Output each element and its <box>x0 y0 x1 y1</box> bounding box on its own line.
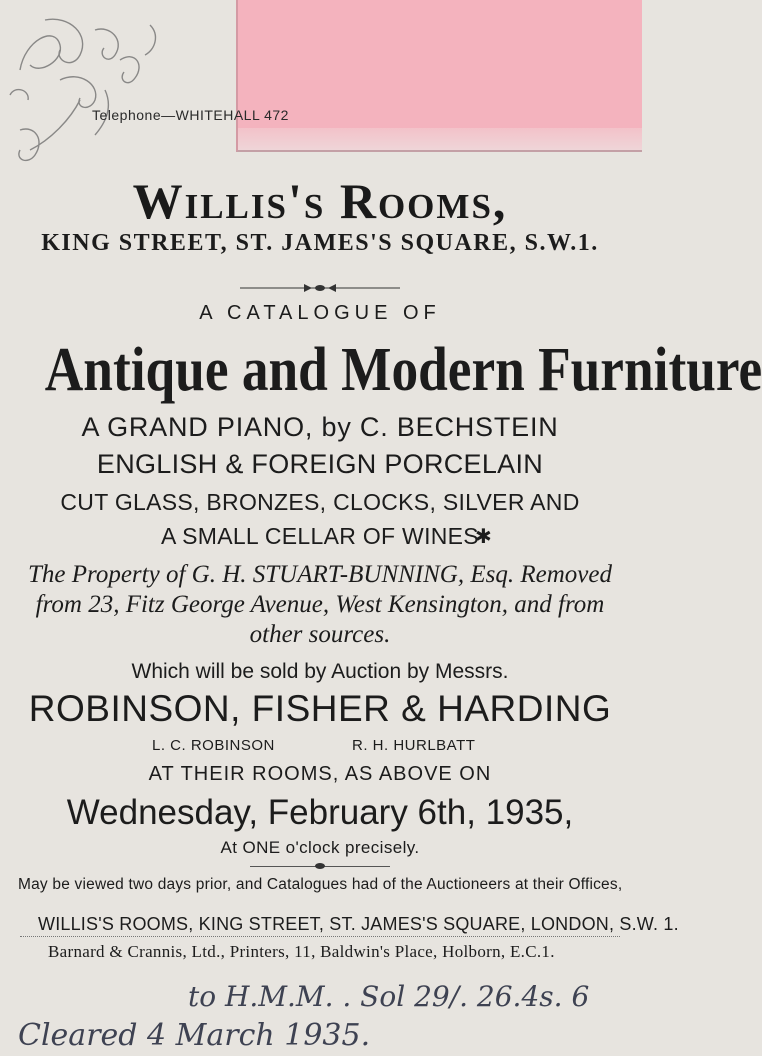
sale-location: AT THEIR ROOMS, AS ABOVE ON <box>148 763 492 785</box>
pencil-scribble-icon <box>0 0 240 180</box>
catalogue-line: A GRAND PIANO, by C. BECHSTEIN <box>81 412 559 442</box>
divider-ornament-icon <box>315 863 325 869</box>
auction-notice: Which will be sold by Auction by Messrs. <box>131 660 509 683</box>
catalogue-line: ENGLISH & FOREIGN PORCELAIN <box>96 449 544 479</box>
divider <box>20 936 620 937</box>
telephone-number: Telephone—WHITEHALL 472 <box>92 107 289 123</box>
viewing-notice: May be viewed two days prior, and Catalogues had of the Auctioneers at their Offices, <box>18 876 623 893</box>
firm-title: Willis's Rooms, <box>132 173 508 229</box>
firm-address: KING STREET, ST. JAMES'S SQUARE, S.W.1. <box>41 230 599 256</box>
printers-imprint: Barnard & Crannis, Ltd., Printers, 11, Baldwin's Place, Holborn, E.C.1. <box>48 942 555 961</box>
offices-address: WILLIS'S ROOMS, KING STREET, ST. JAMES'S SQUARE, LONDON, S.W. 1. <box>38 914 679 934</box>
handwritten-note: to H.M.M. . Sol 29/. 26.4s. 6 <box>188 980 590 1013</box>
catalogue-line: CUT GLASS, BRONZES, CLOCKS, SILVER AND <box>60 489 580 515</box>
sale-date: Wednesday, February 6th, 1935, <box>66 793 574 832</box>
catalogue-intro: A CATALOGUE OF <box>199 302 441 324</box>
partner-name: R. H. HURLBATT <box>352 737 476 754</box>
handwritten-note: Cleared 4 March 1935. <box>18 1018 371 1053</box>
partner-name: L. C. ROBINSON <box>152 737 275 754</box>
catalogue-heading: Antique and Modern Furniture <box>44 336 762 404</box>
auctioneers-name: ROBINSON, FISHER & HARDING <box>28 688 612 729</box>
provenance-text: The Property of G. H. STUART-BUNNING, Esq. Removed from 23, Fitz George Avenue, West Kensington, and from other sources. <box>28 561 612 648</box>
asterisk-mark-icon: ✱ <box>475 526 492 548</box>
catalogue-line: A SMALL CELLAR OF WINES <box>161 523 479 549</box>
sale-time: At ONE o'clock precisely. <box>220 838 420 857</box>
pink-label-fragment <box>236 0 642 152</box>
ornament-divider-icon <box>240 282 400 294</box>
